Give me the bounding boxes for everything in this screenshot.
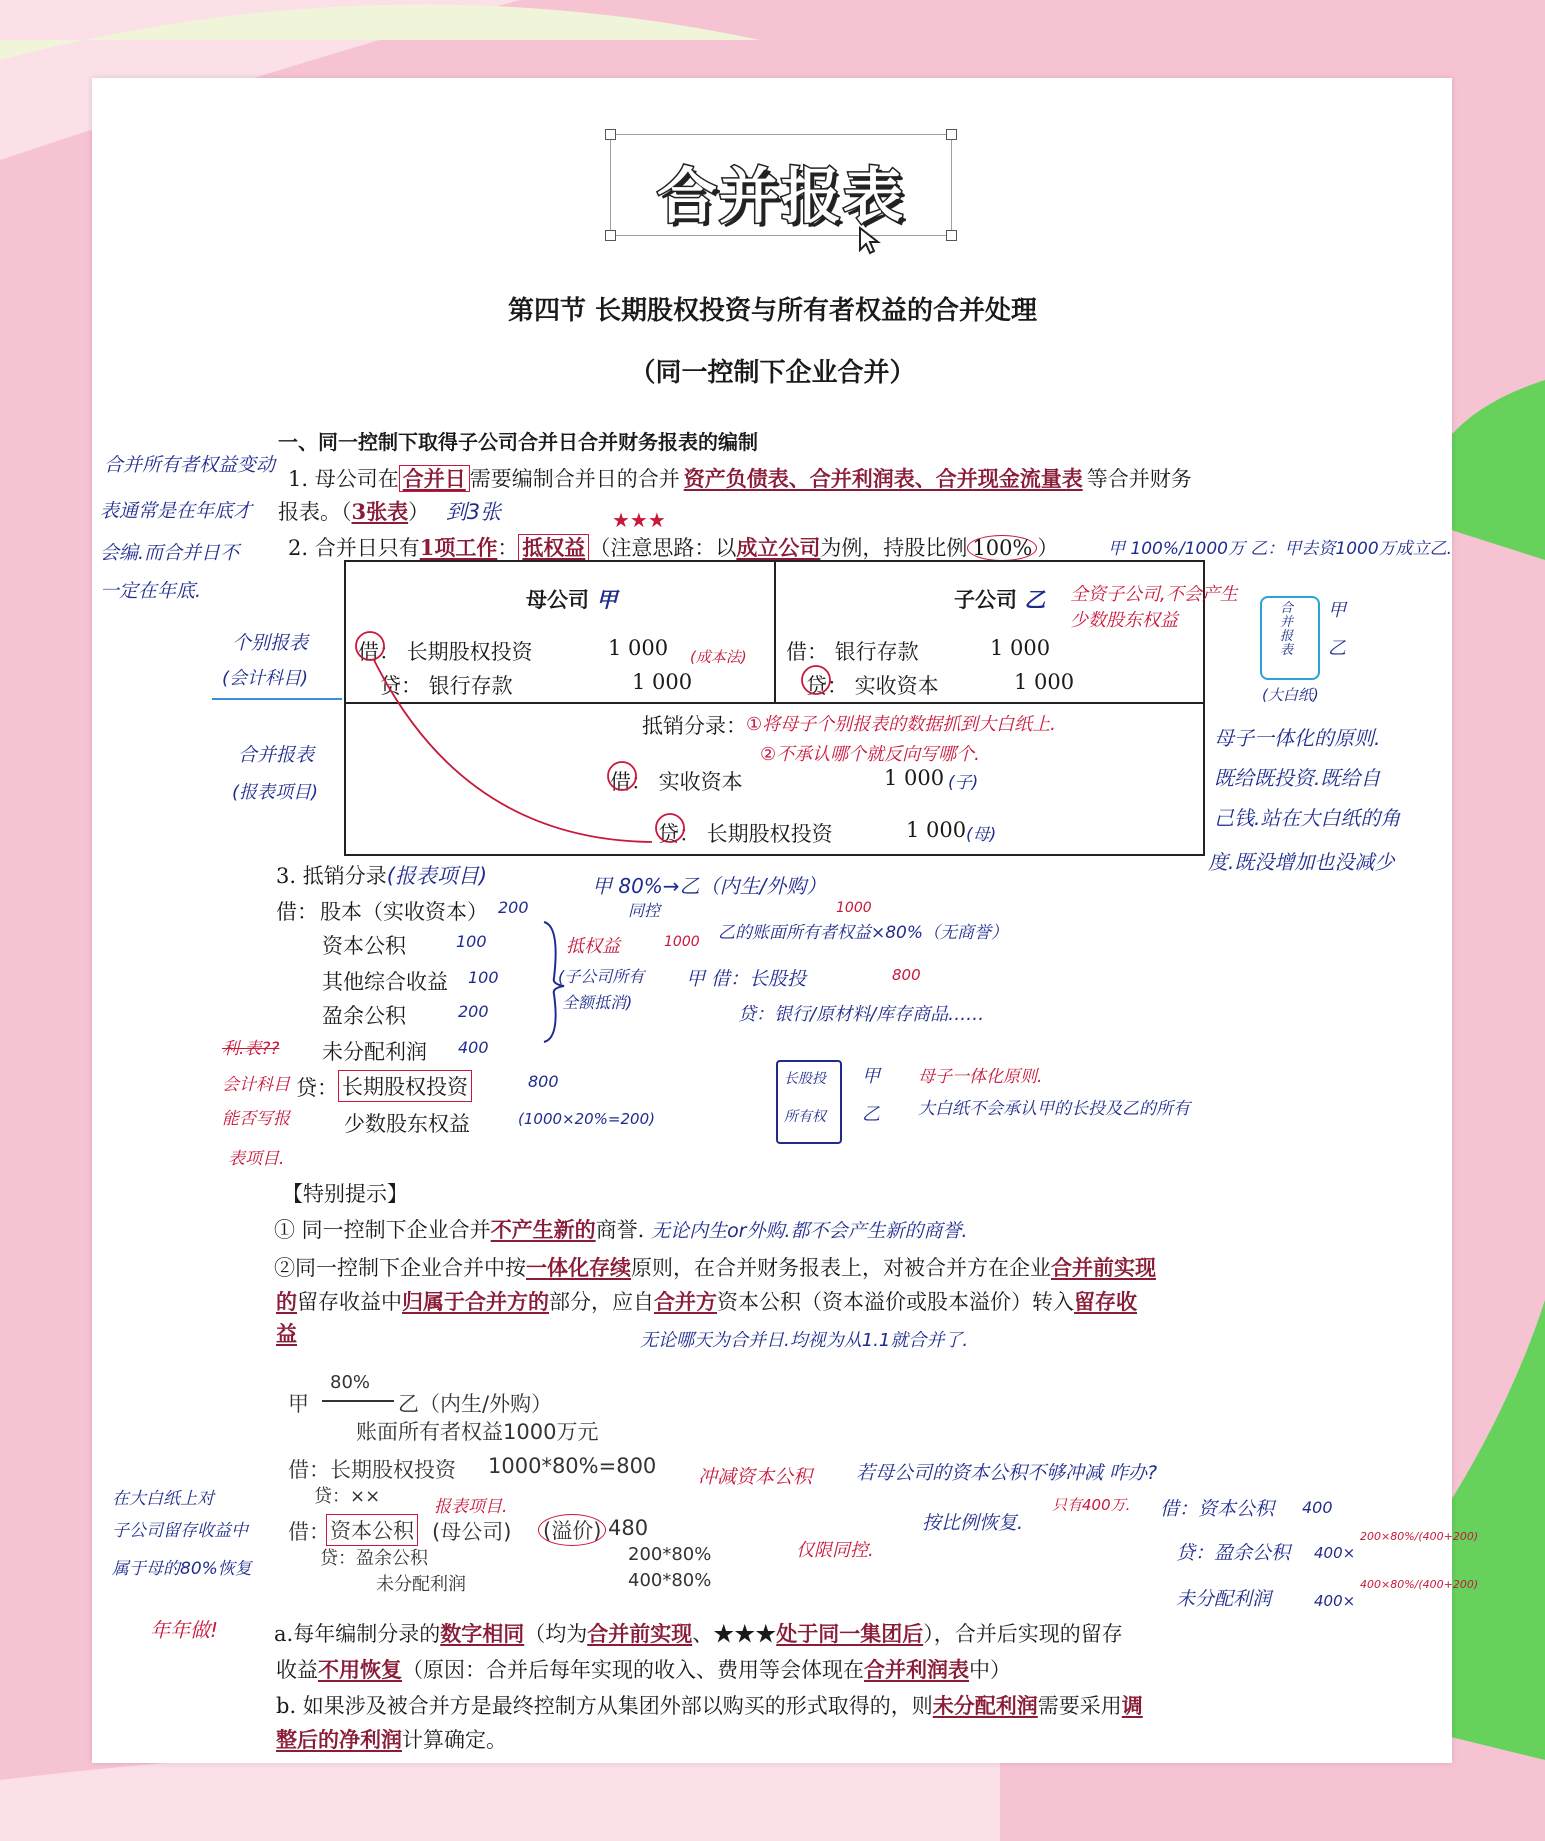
handwritten-note: (母) [966,825,997,845]
handwritten-note: 母子一体化的原则. [1214,726,1381,750]
text: a. [274,1622,294,1646]
handwritten-note: 甲 借：长股投 [686,968,807,990]
para-2 [288,532,1058,562]
keyword: 留存收 [1074,1289,1137,1314]
keyword: 不用恢复 [318,1657,402,1682]
parent-credit-amount: 1 000 [632,670,693,694]
margin-note: 会编.而合并日不 [100,542,240,564]
text: （原因：合并后每年实现的收入、费用等会体现在 [402,1658,864,1682]
offset-credit: 贷： 长期股权投资 [658,822,833,846]
margin-note: 表通常是在年底才 [100,500,253,522]
example-child: 乙（内生/外购） [398,1392,553,1416]
handwritten-note: 母子一体化原则. [918,1067,1043,1087]
handwritten-note: 400×80%/(400+200) [1360,1578,1479,1591]
tip-line-2 [274,1252,1156,1282]
handwritten-note: 若母公司的资本公积不够冲减 咋办? [856,1462,1158,1484]
entries-3-credit: 长期股权投资 [338,1070,472,1102]
example-debit-1: 借：长期股权投资 [288,1458,456,1482]
text: 中） [969,1658,1011,1682]
text: ） [408,500,430,524]
handwritten-note: 报表项目. [434,1497,508,1517]
keyword: 1项工作 [419,535,498,560]
handwritten-note: 同控 [628,901,661,920]
entry-item-amount: 400 [458,1038,489,1057]
keyword: 数字相同 [440,1621,525,1646]
heading-1: 一、同一控制下取得子公司合并日合并财务报表的编制 [278,430,758,454]
entries-3-debit-prefix: 借： [276,900,318,924]
text: b. 如果涉及被合并方是最终控制方从集团外部以购买的形式取得的，则 [276,1694,933,1718]
handwritten-note: 借：资本公积 [1160,1498,1275,1520]
tip-line-4 [276,1318,297,1348]
keyword: 3张表 [351,499,409,524]
keyword: 处于同一集团后 [776,1621,924,1646]
margin-note: 合并报表 [238,744,315,766]
diagram-caption: (大白纸) [1262,686,1319,704]
example-parent: 甲 [288,1392,309,1416]
parent-debit-amount: 1 000 [608,636,669,660]
keyword: 合并前实现 [1051,1255,1156,1280]
para-1-line-2 [278,496,501,526]
handwritten-note: 乙 [1024,588,1046,612]
text: （注意思路：以 [589,536,737,560]
handwritten-note: 度.既没增加也没减少 [1208,850,1395,874]
example-debit-1-amount: 1000*80%=800 [488,1454,657,1478]
para-1-line-1 [288,463,1192,493]
entry-item-label: 盈余公积 [322,1004,406,1028]
text: ），合并后实现的留存 [923,1622,1123,1646]
divider-line [212,698,342,700]
box-label: 所有权 [784,1109,826,1125]
box-label: 长股投 [784,1071,826,1087]
offset-credit-amount: 1 000 [906,818,967,842]
margin-note: 能否写报 [222,1109,290,1129]
example-debit-2-prefix: 借： [288,1520,330,1544]
margin-note: 个别报表 [232,632,309,654]
handwritten-note: 乙的账面所有者权益×80%（无商誉） [718,923,1009,943]
example-debit-2: 资本公积 [326,1514,418,1546]
keyword: 抵权益 [518,534,589,561]
keyword: 益 [276,1321,297,1346]
handwritten-note: 无论哪天为合并日.均视为从1.1就合并了. [640,1330,969,1351]
keyword: 合并前实现 [587,1621,693,1646]
keyword: 调 [1121,1693,1143,1718]
text: 留存收益中 [297,1290,402,1314]
example-debit-2-amount: 480 [608,1516,649,1540]
handwritten-note: 抵权益 [566,936,620,957]
keyword: 的 [276,1289,297,1314]
diagram-label-a: 甲 [862,1066,880,1087]
text: 子公司 [954,587,1017,612]
example-credit-2a: 贷：盈余公积 [320,1548,428,1569]
handwritten-note: 贷：银行/原材料/库存商品…… [738,1004,985,1025]
keyword: 归属于合并方的 [402,1289,549,1314]
handwritten-note: 到3张 [445,500,502,524]
text: 报表。（ [278,500,352,524]
handwritten-note: 贷：盈余公积 [1176,1542,1291,1564]
handwritten-note: 只有400万. [1052,1496,1131,1514]
child-credit-amount: 1 000 [1014,670,1075,694]
margin-note: (报表项目) [232,782,319,803]
handwritten-note: 既给既投资.既给自 [1214,766,1381,790]
handwritten-note: 全资子公司,不会产生少数股东权益 [1070,584,1238,631]
margin-note: (会计科目) [222,668,309,689]
offset-label: 抵销分录： [642,714,747,738]
tip-line-3 [276,1286,1137,1316]
entry-item-amount: 200 [498,898,529,917]
handwritten-note: (子) [948,773,979,793]
child-credit: 贷： 实收资本 [806,674,939,698]
handwritten-note: 400× [1314,1544,1356,1562]
footer-a-line-2 [276,1654,1011,1684]
text: ②同一控制下企业合并中按 [274,1256,526,1280]
handwritten-note: 全额抵消) [562,993,633,1012]
handwritten-note: 冲减资本公积 [698,1466,813,1488]
footer-b-line-1 [276,1690,1143,1720]
handwritten-note: 大白纸不会承认甲的长投及乙的所有 [918,1099,1190,1119]
text: 需要编制合并日的合并 [469,467,680,491]
handwritten-note: 甲 100%/1000万 乙：甲去资1000万成立乙. [1108,539,1453,559]
handwritten-note: (报表项目) [386,864,488,888]
entries-3-credit-2-amount: (1000×20%=200) [518,1110,655,1128]
margin-note: 属于母的80%恢复 [112,1559,252,1579]
entry-item-amount: 100 [456,932,487,951]
handwritten-note: 仅限同控. [796,1540,874,1561]
text: 等合并财务 [1086,467,1192,491]
text: 收益 [276,1658,318,1682]
text: ① 同一控制下企业合并 [274,1218,491,1242]
handwritten-note: 400× [1314,1592,1356,1610]
tip-line-1 [274,1214,968,1244]
example-credit-1: 贷：×× [314,1486,381,1507]
diagram-label-b: 乙 [862,1104,880,1125]
margin-note: 子公司留存收益中 [112,1521,248,1541]
keyword: 合并方 [654,1289,717,1314]
diagram-label-a: 甲 [1328,600,1346,621]
keyword: 整后的净利润 [276,1727,402,1752]
text: 每年编制分录的 [293,1622,441,1646]
margin-note: 一定在年底. [100,580,202,602]
example-credit-2b: 未分配利润 [376,1574,466,1595]
text: 、★★★ [692,1622,777,1646]
entry-item-amount: 200 [458,1002,489,1021]
mouse-cursor-icon [858,226,882,256]
section-subtitle: （同一控制下企业合并） [629,358,916,388]
offset-debit: 借： 实收资本 [610,770,743,794]
entries-3-title [276,860,487,890]
example-credit-2b-amount: 400*80% [628,1570,712,1591]
resize-handle-ne[interactable] [946,129,957,140]
keyword: 不产生新的 [490,1217,596,1242]
entry-item-amount: 100 [468,968,499,987]
handwritten-note: 无论内生or外购.都不会产生新的商誉. [651,1220,968,1242]
entries-3-credit-amount: 800 [528,1072,559,1091]
handwritten-note: (子公司所有 [558,967,645,986]
diagram-label: 合并报表 [1280,601,1294,658]
text: 商誉. [595,1218,645,1242]
margin-note: 年年做! [150,1618,219,1642]
text: （均为 [524,1622,588,1646]
entry-item-label: 股本（实收资本） [320,900,488,924]
arrow-line [322,1400,394,1402]
text: 3. 抵销分录 [276,864,387,888]
entries-3-credit-prefix: 贷： [296,1076,338,1100]
example-pct: 80% [330,1372,371,1393]
handwritten-note: 1000 [664,934,700,950]
entry-item-label: 其他综合收益 [322,970,448,994]
text: 1. 母公司在 [288,467,399,491]
entry-item-label: 资本公积 [322,934,406,958]
margin-note: 会计科目 [222,1075,290,1095]
keyword: 合并利润表 [864,1657,969,1682]
handwritten-note: 己钱.站在大白纸的角 [1214,806,1401,830]
title-frame [610,134,952,236]
handwritten-note: 未分配利润 [1176,1588,1272,1610]
keyword: 100% [967,535,1037,561]
resize-handle-nw[interactable] [605,129,616,140]
example-debit-2-tag: (溢价) [538,1514,606,1546]
text: 计算确定。 [402,1728,507,1752]
entry-item-label: 未分配利润 [322,1040,427,1064]
star-annotation: ★★★ [612,508,666,532]
text: 部分，应自 [549,1290,654,1314]
handwritten-note: (成本法) [690,648,747,666]
page-title: 合并报表 [657,162,905,232]
handwritten-note: 甲 [596,588,618,612]
diagram-label-b: 乙 [1328,638,1346,659]
big-paper-diagram [1260,596,1320,680]
handwritten-note: ②不承认哪个就反向写哪个. [760,744,980,765]
handwritten-note: 400 [1302,1498,1333,1517]
parent-debit: 借： 长期股权投资 [358,640,533,664]
offset-debit-amount: 1 000 [884,766,945,790]
section-title: 第四节 长期股权投资与所有者权益的合并处理 [507,296,1038,326]
footer-b-line-2 [276,1724,507,1754]
example-credit-2a-amount: 200*80% [628,1544,712,1565]
handwritten-note: 1000 [836,900,872,916]
handwritten-note: 按比例恢复. [922,1512,1024,1534]
keyword: 资产负债表、合并利润表、合并现金流量表 [683,466,1083,491]
keyword: 合并日 [399,465,470,492]
tip-title: 【特别提示】 [282,1182,408,1206]
margin-note: 表项目. [228,1149,285,1169]
keyword: 成立公司 [736,535,821,560]
footer-a-line-1 [274,1618,1123,1648]
handwritten-note: 200×80%/(400+200) [1360,1530,1479,1543]
margin-note: 合并所有者权益变动 [104,454,276,476]
text: 资本公积（资本溢价或股本溢价）转入 [717,1290,1074,1314]
text: 2. 合并日只有 [288,536,420,560]
example-debit-2-note: (母公司) [432,1520,512,1544]
text: 为例，持股比例 [820,536,968,560]
text: 原则，在合并财务报表上，对被合并方在企业 [631,1256,1051,1280]
entries-3-credit-2: 少数股东权益 [344,1112,470,1136]
keyword: 未分配利润 [932,1693,1038,1718]
text: 需要采用 [1037,1694,1122,1718]
example-equity: 账面所有者权益1000万元 [356,1420,599,1444]
child-debit: 借： 银行存款 [786,640,919,664]
handwritten-note: 800 [892,966,921,984]
margin-note: 利.表?? [222,1039,280,1059]
text: ） [1037,536,1059,560]
parent-credit: 贷： 银行存款 [380,674,513,698]
keyword: 一体化存续 [526,1255,631,1280]
text: 母公司 [526,587,589,612]
text: ： [497,536,519,560]
margin-note: 在大白纸上对 [112,1489,214,1509]
box-diagram [776,1060,842,1144]
child-debit-amount: 1 000 [990,636,1051,660]
handwritten-note: ①将母子个别报表的数据抓到大白纸上. [746,714,1056,735]
handwritten-note: 甲 80%→乙（内生/外购） [592,874,827,898]
